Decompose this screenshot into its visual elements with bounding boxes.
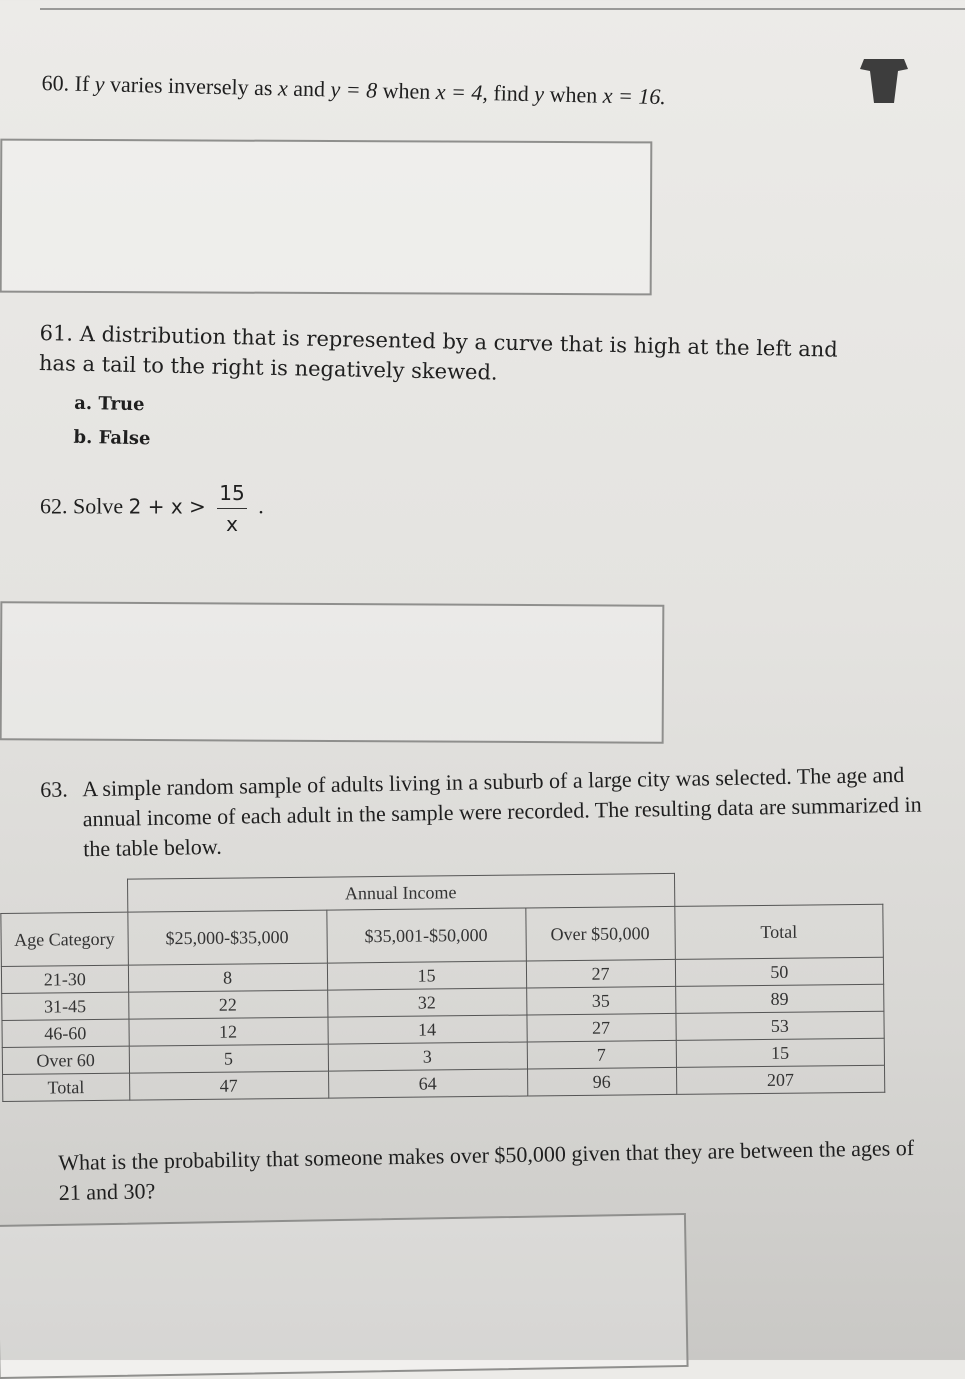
- question-text: find: [493, 80, 530, 107]
- row-header: Age Category: [1, 912, 128, 966]
- column-header: Over $50,000: [525, 906, 675, 961]
- equation: x = 16.: [602, 82, 667, 110]
- variable-x: x: [277, 75, 289, 101]
- question-text: What is the probability that someone makes over $50,000 given that they are between the ages of 21 and 30?: [58, 1135, 915, 1205]
- variable-y: y: [94, 71, 105, 97]
- fraction-denominator: x: [226, 512, 238, 536]
- answer-box-60[interactable]: [0, 139, 652, 296]
- sentence-end: .: [258, 493, 264, 519]
- table-cell: 50: [675, 957, 884, 986]
- question-text: If: [74, 70, 90, 97]
- table-cell: 35: [526, 986, 675, 1015]
- answer-box-63[interactable]: [0, 1213, 689, 1379]
- column-header: $25,000-$35,000: [127, 910, 327, 965]
- question-63-prompt: [58, 1133, 939, 1208]
- table-cell: 53: [675, 1011, 884, 1040]
- option-false[interactable]: b. False: [73, 426, 151, 450]
- question-text: A simple random sample of adults living in a suburb of a large city was selected. The age and annual income of each adult in the sample were recorded. The resulting data are summarized in the table below.: [82, 761, 922, 862]
- question-number: 60.: [41, 69, 70, 96]
- table-cell: 89: [675, 984, 884, 1013]
- question-61: [37, 318, 870, 471]
- table-cell: 47: [129, 1071, 328, 1100]
- empty-cell: [1, 879, 128, 913]
- table-cell: 27: [526, 959, 675, 988]
- question-60: [41, 68, 666, 112]
- table-cell: 3: [328, 1042, 527, 1071]
- question-number: 62.: [40, 493, 68, 519]
- data-table: [0, 871, 885, 1102]
- table-cell: 15: [676, 1038, 885, 1067]
- table-cell: 22: [128, 990, 327, 1019]
- answer-box-62[interactable]: [0, 601, 664, 743]
- question-text: Solve: [73, 493, 124, 519]
- equation: y = 8: [330, 76, 378, 103]
- row-label: 46-60: [2, 1019, 129, 1047]
- question-63: [40, 759, 941, 865]
- question-text: and: [293, 75, 326, 102]
- table-cell: 27: [526, 1013, 675, 1042]
- column-header: $35,001-$50,000: [326, 908, 526, 963]
- keystone-logo-icon: [858, 55, 910, 105]
- column-header: Total: [674, 904, 883, 959]
- income-table: [0, 871, 888, 1125]
- table-cell: 15: [327, 961, 526, 990]
- question-number: 63.: [40, 776, 68, 802]
- table-cell: 64: [328, 1069, 527, 1098]
- table-cell: 12: [128, 1017, 327, 1046]
- option-true[interactable]: a. True: [74, 392, 145, 416]
- table-cell: 14: [327, 1015, 526, 1044]
- inequality-lhs: 2 + x >: [128, 494, 206, 519]
- row-label: Total: [3, 1073, 130, 1101]
- table-cell: 7: [527, 1040, 676, 1069]
- fraction-numerator: 15: [217, 478, 246, 509]
- table-cell: 32: [327, 988, 526, 1017]
- table-cell: 5: [129, 1044, 328, 1073]
- question-text: when: [382, 77, 431, 104]
- table-cell: 96: [527, 1067, 676, 1096]
- table-cell: 8: [128, 963, 327, 992]
- fraction: [217, 478, 246, 539]
- page-edge: [40, 0, 965, 10]
- question-number: 61.: [39, 320, 74, 346]
- row-label: 31-45: [2, 992, 129, 1020]
- row-label: Over 60: [2, 1046, 129, 1074]
- question-text: when: [549, 81, 598, 108]
- group-header: Annual Income: [127, 873, 674, 912]
- empty-cell: [674, 871, 883, 906]
- table-cell: 207: [676, 1065, 885, 1094]
- question-text: A distribution that is represented by a curve that is high at the left and has a tail to the right is negatively skewed.: [38, 321, 838, 385]
- equation: x = 4,: [435, 78, 489, 106]
- row-label: 21-30: [1, 965, 128, 993]
- variable-y: y: [534, 81, 545, 107]
- question-62: [40, 478, 264, 539]
- question-text: varies inversely as: [109, 71, 273, 101]
